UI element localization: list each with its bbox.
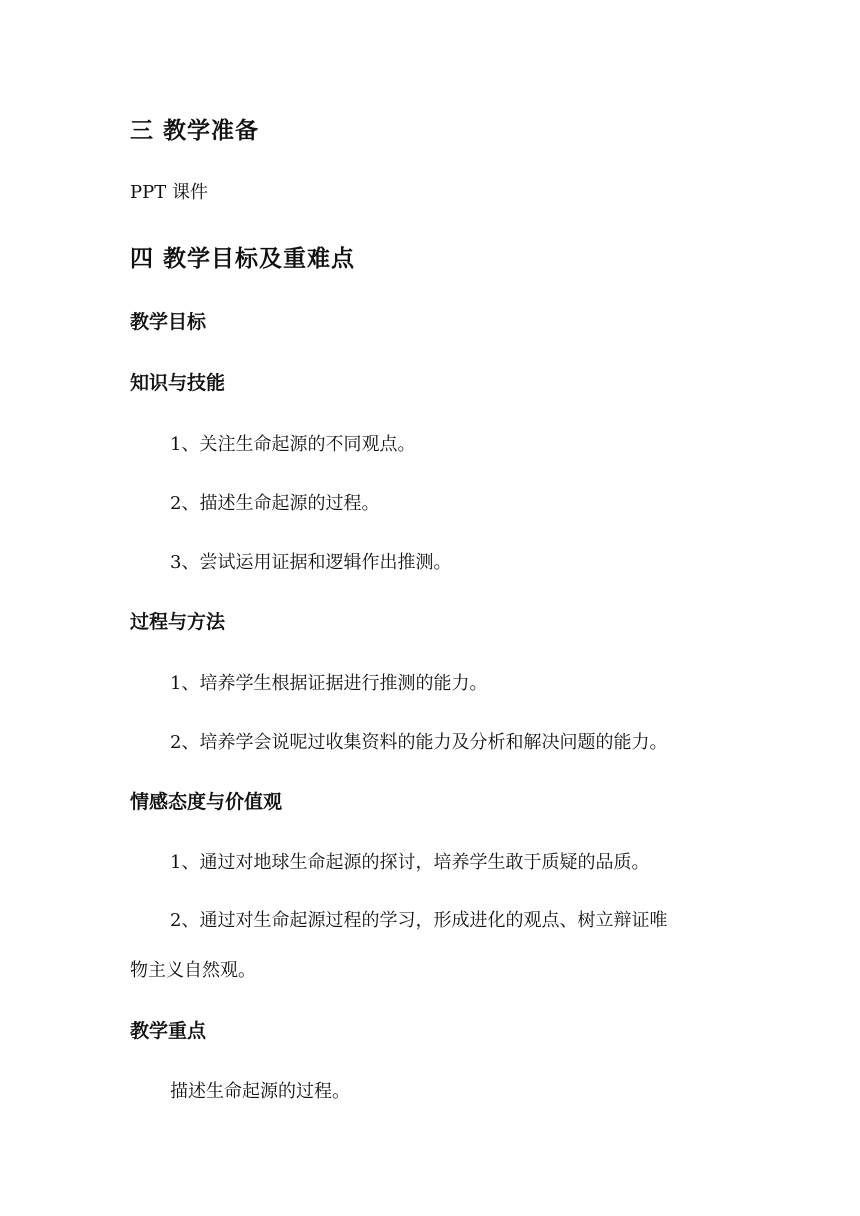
preparation-text: PPT 课件 xyxy=(130,182,208,203)
knowledge-item-1: 1、关注生命起源的不同观点。 xyxy=(170,434,416,455)
process-item-2: 2、培养学会说呢过收集资料的能力及分析和解决问题的能力。 xyxy=(170,732,668,753)
subheading-emotion-values: 情感态度与价值观 xyxy=(130,791,283,813)
subheading-teaching-goals: 教学目标 xyxy=(130,311,207,333)
subheading-teaching-key-points: 教学重点 xyxy=(130,1020,207,1042)
emotion-item-2-continued: 物主义自然观。 xyxy=(130,960,256,981)
subheading-process-methods: 过程与方法 xyxy=(130,611,226,633)
emotion-item-1: 1、通过对地球生命起源的探讨，培养学生敢于质疑的品质。 xyxy=(170,852,650,873)
knowledge-item-2: 2、描述生命起源的过程。 xyxy=(170,493,380,514)
key-point-text: 描述生命起源的过程。 xyxy=(170,1081,350,1102)
subheading-knowledge-skills: 知识与技能 xyxy=(130,372,226,394)
process-item-1: 1、培养学生根据证据进行推测的能力。 xyxy=(170,673,488,694)
emotion-item-2: 2、通过对生命起源过程的学习，形成进化的观点、树立辩证唯 xyxy=(170,910,668,931)
section-heading-teaching-preparation: 三 教学准备 xyxy=(130,118,260,144)
knowledge-item-3: 3、尝试运用证据和逻辑作出推测。 xyxy=(170,552,452,573)
section-heading-goals: 四 教学目标及重难点 xyxy=(130,246,356,272)
